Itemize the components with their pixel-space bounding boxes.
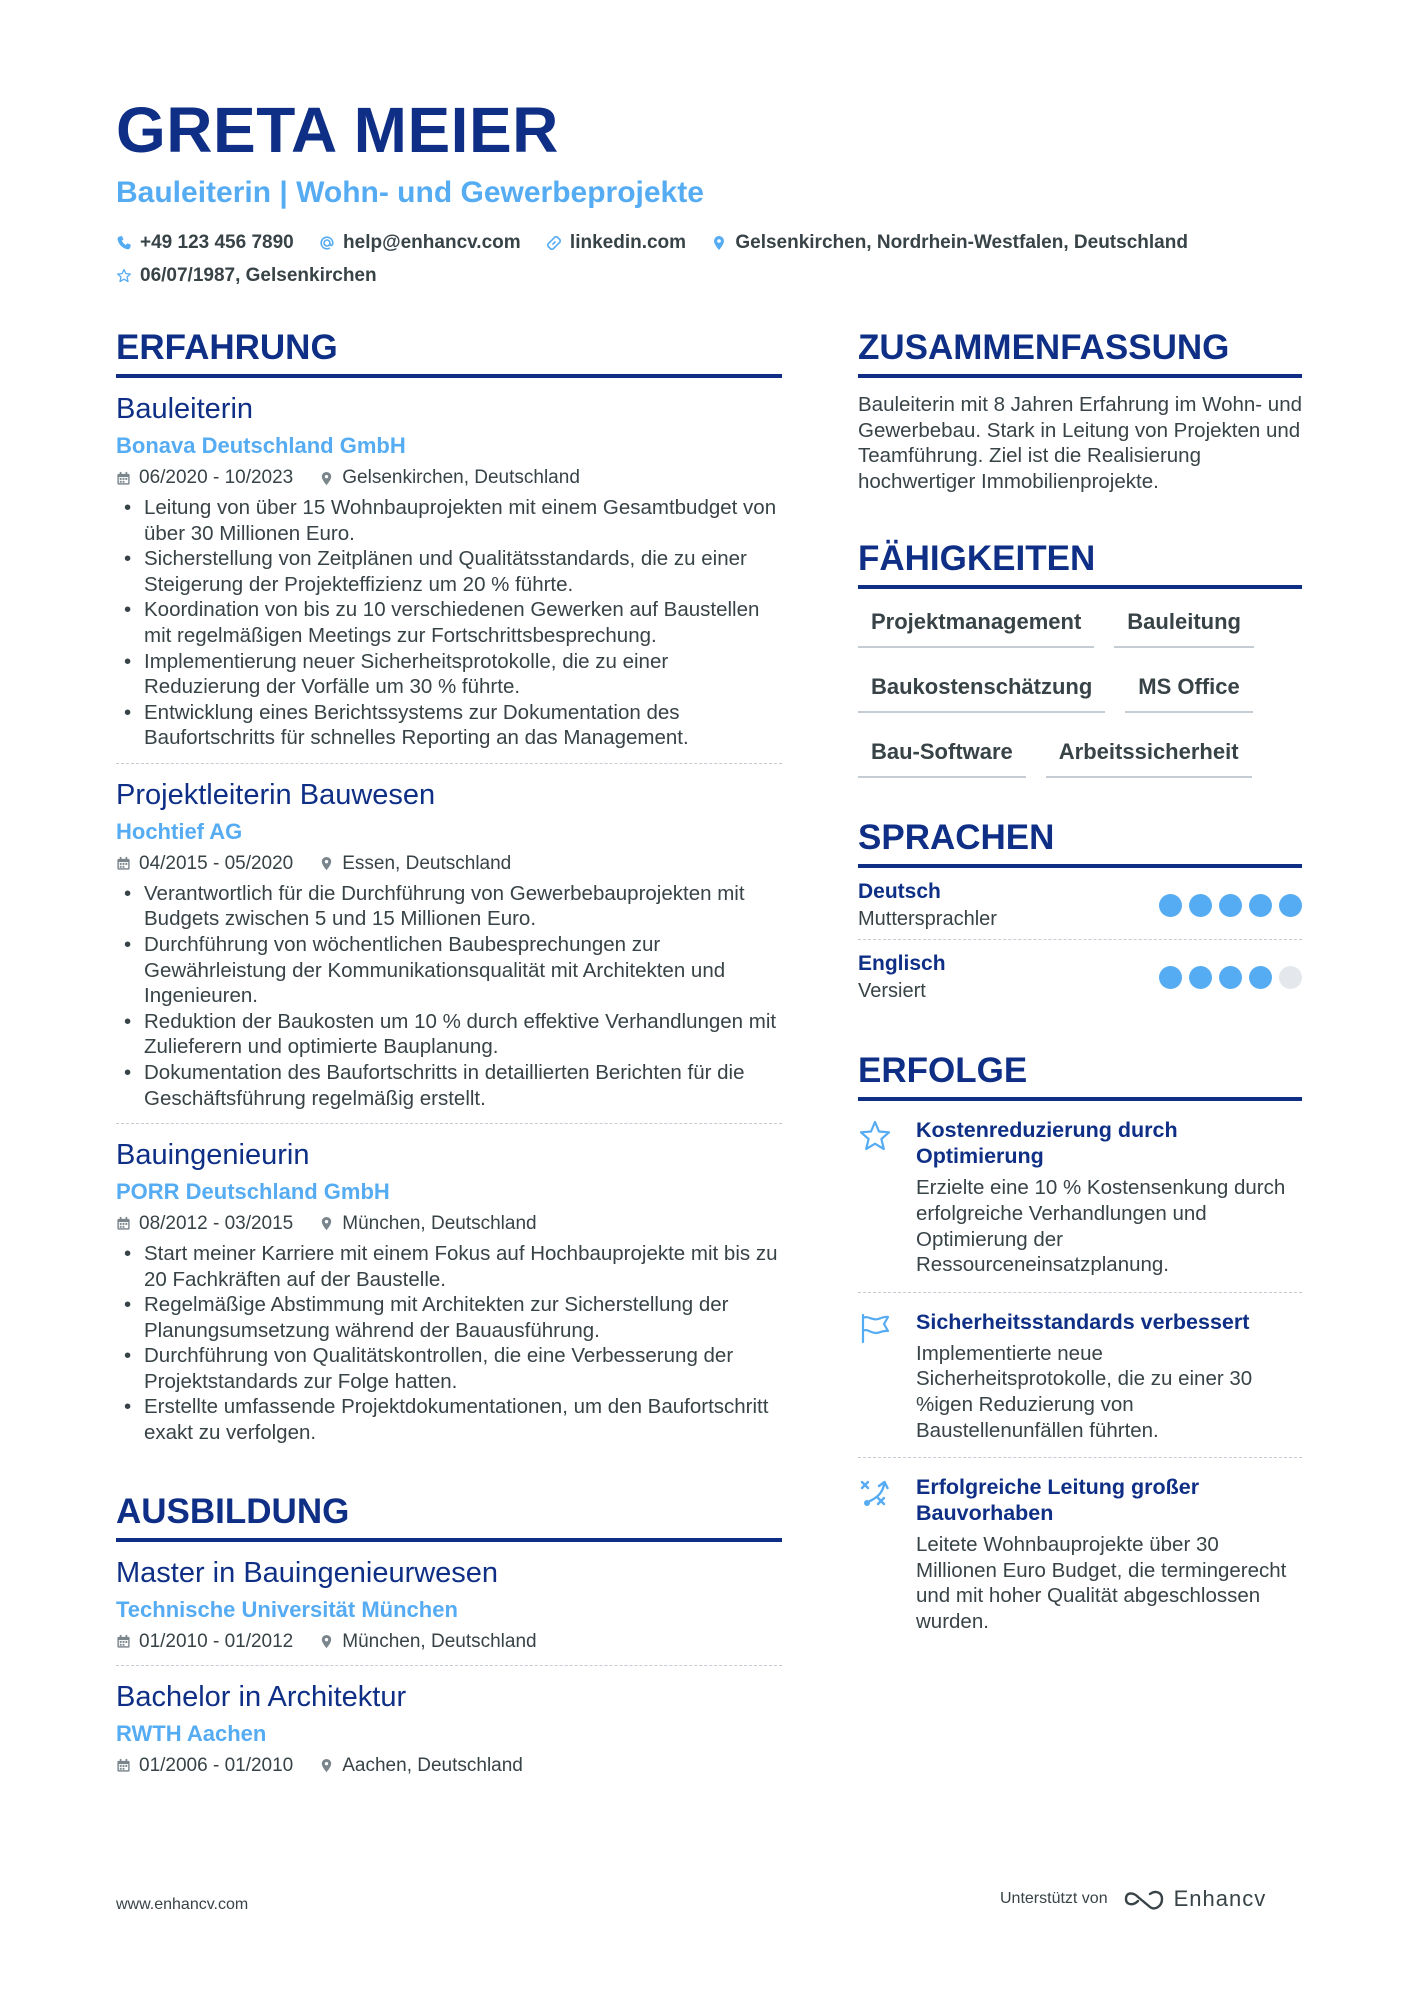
achievement-desc: Implementierte neue Sicherheitsprotokolle, die zu einer 30 %igen Reduzierung von Baustellenunfällen führten. — [916, 1341, 1253, 1442]
education-place-text: München, Deutschland — [342, 1630, 537, 1652]
language-item — [858, 868, 1302, 940]
achievements-heading: ERFOLGE — [858, 1051, 1302, 1101]
education-entry — [116, 1542, 782, 1666]
education-dates — [116, 1631, 293, 1653]
experience-entry — [116, 1124, 782, 1458]
job-bullets — [116, 495, 782, 751]
skill-tag: Baukostenschätzung — [858, 664, 1105, 713]
education-place — [319, 1755, 523, 1777]
footer-branding — [1000, 1886, 1266, 1912]
rating-dot — [1219, 966, 1242, 989]
language-name: Deutsch — [858, 880, 941, 904]
contact-email[interactable] — [319, 228, 521, 258]
job-bullet: • Durchführung von Qualitätskontrollen, die eine Verbesserung der Projektstandards zur Folge hatten. — [116, 1343, 782, 1394]
experience-heading: ERFAHRUNG — [116, 328, 782, 378]
job-meta — [116, 1213, 782, 1235]
company-name: Bonava Deutschland GmbH — [116, 433, 406, 459]
job-title: Projektleiterin Bauwesen — [116, 778, 436, 811]
experience-entry — [116, 378, 782, 764]
skills-heading: FÄHIGKEITEN — [858, 539, 1302, 589]
summary-text: Bauleiterin mit 8 Jahren Erfahrung im Wohn- und Gewerbebau. Stark in Leitung von Projekten und Teamführung. Ziel ist die Realisierung hochwertiger Immobilienprojekte. — [858, 393, 1303, 494]
achievement-title: Kostenreduzierung durch Optimierung — [916, 1118, 1178, 1169]
language-level: Versiert — [858, 980, 926, 1003]
flag-icon — [858, 1311, 892, 1345]
star-icon — [858, 1119, 892, 1153]
skill-tag: Bauleitung — [1114, 599, 1254, 648]
job-dates — [116, 467, 293, 489]
rating-dot — [1159, 894, 1182, 917]
job-place — [319, 467, 580, 489]
contact-location — [711, 228, 1188, 258]
education-dates-text: 01/2010 - 01/2012 — [139, 1630, 294, 1652]
job-bullet: • Regelmäßige Abstimmung mit Architekten zur Sicherstellung der Planungsumsetzung während der Bauausführung. — [116, 1292, 782, 1343]
job-bullet: • Dokumentation des Baufortschritts in detaillierten Berichten für die Geschäftsführung regelmäßig erstellt. — [116, 1060, 782, 1111]
contact-birth — [116, 261, 377, 291]
at-icon — [319, 235, 335, 251]
education-heading: AUSBILDUNG — [116, 1492, 782, 1542]
job-place — [319, 853, 511, 875]
job-place-text: München, Deutschland — [342, 1212, 537, 1234]
phone-text: +49 123 456 7890 — [140, 232, 294, 253]
location-icon — [319, 1634, 334, 1649]
contact-info — [116, 228, 1316, 294]
language-name: Englisch — [858, 952, 946, 976]
education-meta — [116, 1631, 782, 1653]
education-place — [319, 1631, 536, 1653]
calendar-icon — [116, 1758, 131, 1773]
achievement-title: Sicherheitsstandards verbessert — [916, 1309, 1250, 1334]
school-name: RWTH Aachen — [116, 1720, 267, 1746]
job-bullet: • Erstellte umfassende Projektdokumentationen, um den Baufortschritt exakt zu verfolgen. — [116, 1394, 782, 1445]
location-icon — [319, 1216, 334, 1231]
footer-website[interactable]: www.enhancv.com — [116, 1896, 249, 1913]
skill-tag: Arbeitssicherheit — [1046, 729, 1252, 778]
candidate-headline: Bauleiterin | Wohn- und Gewerbeprojekte — [116, 176, 704, 209]
language-level: Muttersprachler — [858, 908, 997, 931]
achievement-icon-wrap — [858, 1117, 916, 1277]
degree-title: Bachelor in Architektur — [116, 1680, 407, 1713]
achievement-item — [858, 1458, 1302, 1648]
job-meta — [116, 467, 782, 489]
link-text: linkedin.com — [569, 232, 687, 253]
rating-dot — [1279, 966, 1302, 989]
education-meta — [116, 1755, 782, 1777]
company-name: Hochtief AG — [116, 818, 243, 844]
school-name: Technische Universität München — [116, 1596, 458, 1622]
star-icon — [116, 268, 132, 284]
language-rating — [1152, 966, 1302, 989]
job-bullet: • Reduktion der Baukosten um 10 % durch effektive Verhandlungen mit Zulieferern und optimierte Bauplanung. — [116, 1009, 782, 1060]
achievement-icon-wrap — [858, 1309, 916, 1443]
education-dates-text: 01/2006 - 01/2010 — [139, 1754, 294, 1776]
job-title: Bauingenieurin — [116, 1139, 310, 1172]
job-bullet: • Entwicklung eines Berichtssystems zur Dokumentation des Baufortschritts für schnelles Reporting an das Management. — [116, 700, 782, 751]
location-icon — [319, 471, 334, 486]
skill-tag: Projektmanagement — [858, 599, 1094, 648]
location-icon — [319, 856, 334, 871]
experience-entry — [116, 764, 782, 1124]
degree-title: Master in Bauingenieurwesen — [116, 1556, 499, 1589]
left-column — [116, 328, 782, 1789]
rating-dot — [1249, 966, 1272, 989]
location-icon — [711, 235, 727, 251]
job-bullet: • Implementierung neuer Sicherheitsprotokolle, die zu einer Reduzierung der Vorfälle um 30 % führte. — [116, 649, 782, 700]
location-text: Gelsenkirchen, Nordrhein-Westfalen, Deutschland — [735, 232, 1188, 253]
rating-dot — [1189, 966, 1212, 989]
summary-heading: ZUSAMMENFASSUNG — [858, 328, 1302, 378]
calendar-icon — [116, 1216, 131, 1231]
calendar-icon — [116, 1634, 131, 1649]
skill-tag: MS Office — [1125, 664, 1252, 713]
job-bullets — [116, 881, 782, 1111]
achievement-desc: Erzielte eine 10 % Kostensenkung durch erfolgreiche Verhandlungen und Optimierung der Ressourceneinsatzplanung. — [916, 1176, 1286, 1277]
job-title: Bauleiterin — [116, 393, 254, 426]
link-icon — [546, 235, 562, 251]
job-bullet: • Sicherstellung von Zeitplänen und Qualitätsstandards, die zu einer Steigerung der Projekteffizienz um 20 % führte. — [116, 546, 782, 597]
achievement-title: Erfolgreiche Leitung großer Bauvorhaben — [916, 1475, 1200, 1526]
job-bullet: • Koordination von bis zu 10 verschiedenen Gewerken auf Baustellen mit regelmäßigen Meetings zur Fortschrittsbesprechung. — [116, 597, 782, 648]
languages-heading: SPRACHEN — [858, 818, 1302, 868]
job-bullet: • Leitung von über 15 Wohnbauprojekten mit einem Gesamtbudget von über 30 Millionen Euro. — [116, 495, 782, 546]
education-entry — [116, 1666, 782, 1789]
location-icon — [319, 1758, 334, 1773]
birth-text: 06/07/1987, Gelsenkirchen — [140, 265, 377, 286]
achievement-icon-wrap — [858, 1474, 916, 1634]
skill-tag: Bau-Software — [858, 729, 1026, 778]
achievement-item — [858, 1293, 1302, 1458]
email-text: help@enhancv.com — [343, 232, 521, 253]
job-bullet: • Durchführung von wöchentlichen Baubesprechungen zur Gewährleistung der Kommunikationsqualität mit Architekten und Ingenieuren. — [116, 932, 782, 1009]
brand-name: Enhancv — [1173, 1886, 1267, 1911]
language-rating — [1152, 894, 1302, 917]
education-dates — [116, 1755, 293, 1777]
rating-dot — [1219, 894, 1242, 917]
company-name: PORR Deutschland GmbH — [116, 1178, 390, 1204]
calendar-icon — [116, 471, 131, 486]
job-bullet: • Start meiner Karriere mit einem Fokus auf Hochbauprojekte mit bis zu 20 Fachkräften auf der Baustelle. — [116, 1241, 782, 1292]
job-dates-text: 06/2020 - 10/2023 — [139, 467, 294, 489]
rating-dot — [1159, 966, 1182, 989]
rating-dot — [1249, 894, 1272, 917]
job-place-text: Essen, Deutschland — [342, 852, 512, 874]
job-dates-text: 08/2012 - 03/2015 — [139, 1212, 294, 1234]
contact-phone[interactable] — [116, 228, 294, 258]
job-meta — [116, 853, 782, 875]
contact-link[interactable] — [546, 228, 686, 258]
experience-list — [116, 378, 782, 1457]
job-place — [319, 1213, 536, 1235]
job-bullets — [116, 1241, 782, 1446]
language-item — [858, 940, 1302, 1011]
job-place-text: Gelsenkirchen, Deutschland — [342, 467, 580, 489]
enhancv-logo-icon — [1122, 1887, 1166, 1911]
powered-by-text: Unterstützt von — [1000, 1890, 1108, 1907]
job-dates — [116, 853, 293, 875]
strategy-icon — [858, 1476, 892, 1510]
skills-list — [858, 599, 1302, 794]
job-dates — [116, 1213, 293, 1235]
job-dates-text: 04/2015 - 05/2020 — [139, 852, 294, 874]
candidate-name: GRETA MEIER — [116, 94, 559, 166]
achievement-item — [858, 1101, 1302, 1292]
education-place-text: Aachen, Deutschland — [342, 1754, 523, 1776]
phone-icon — [116, 235, 132, 251]
right-column — [858, 328, 1302, 1649]
rating-dot — [1279, 894, 1302, 917]
calendar-icon — [116, 856, 131, 871]
rating-dot — [1189, 894, 1212, 917]
achievement-desc: Leitete Wohnbauprojekte über 30 Millionen Euro Budget, die termingerecht und mit hoher Qualität abgeschlossen wurden. — [916, 1533, 1287, 1633]
job-bullet: • Verantwortlich für die Durchführung von Gewerbebauprojekten mit Budgets zwischen 5 und 15 Millionen Euro. — [116, 881, 782, 932]
